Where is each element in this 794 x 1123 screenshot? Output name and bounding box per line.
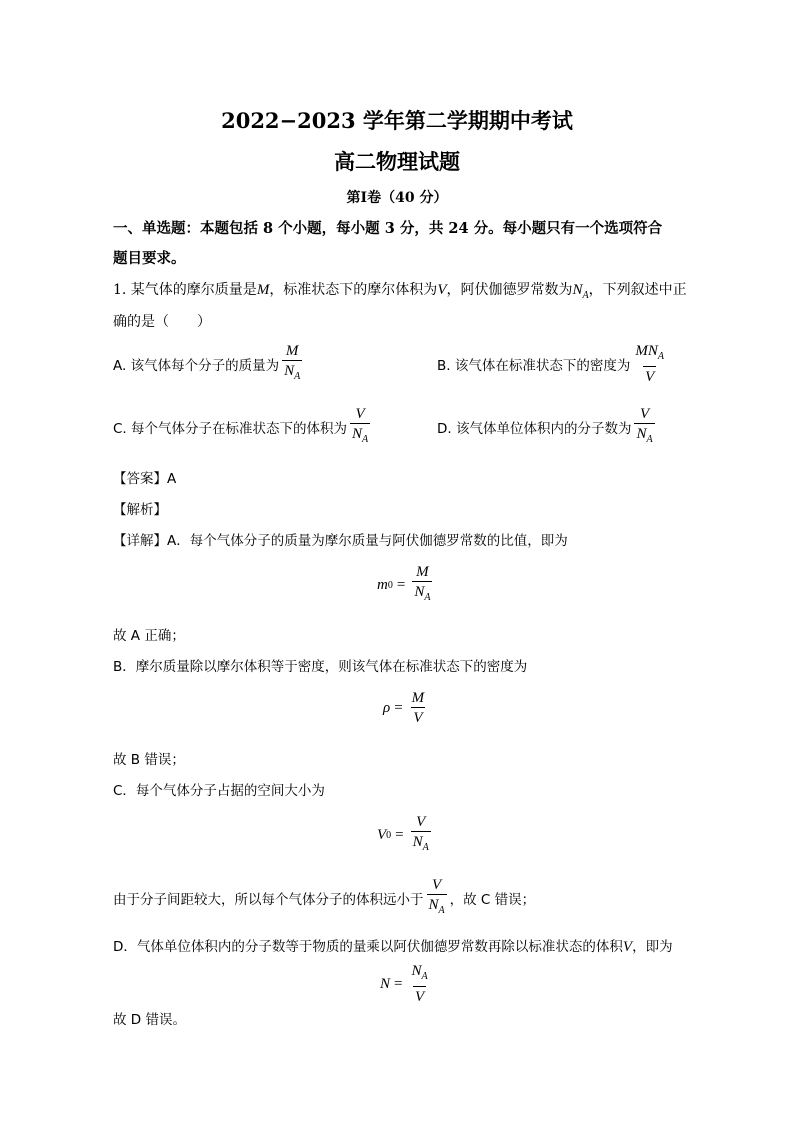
- c-reason-a: 由于分子间距较大，所以每个气体分子的体积远小于: [113, 892, 424, 908]
- stem-part-b: ，标准状态下的摩尔体积为: [269, 282, 438, 298]
- detail-d-var: V: [622, 939, 633, 955]
- equation-rho: [383, 689, 429, 727]
- option-a[interactable]: [113, 342, 305, 386]
- eq1-lhs: m: [377, 576, 388, 593]
- option-b-text: B. 该气体在标准状态下的密度为: [437, 358, 631, 374]
- equals-sign: =: [395, 826, 404, 843]
- frac-den: $N_A$: [350, 423, 370, 449]
- frac-den: $N_A$: [427, 894, 447, 920]
- c-reason-b: ，故 C 错误；: [449, 892, 536, 908]
- frac-den: $N_A$: [412, 581, 432, 607]
- detail-b: B．摩尔质量除以摩尔体积等于密度，则该气体在标准状态下的密度为: [113, 659, 528, 675]
- section-line-1: 一、单选题：本题包括 8 个小题，每小题 3 分，共 24 分。每小题只有一个选项符合: [113, 220, 663, 237]
- detail-c: C．每个气体分子占据的空间大小为: [113, 783, 325, 799]
- equation-v0: [377, 813, 434, 857]
- option-b-fraction: [633, 342, 666, 386]
- eq3-lhs: V: [377, 826, 387, 843]
- eq2-lhs: ρ: [383, 699, 391, 716]
- equals-sign: =: [396, 576, 406, 593]
- eq1-fraction: [412, 563, 432, 607]
- var-N-sub: A: [582, 289, 589, 301]
- detail-d: [113, 935, 673, 956]
- part-heading: 第Ⅰ卷（40 分）: [346, 190, 448, 206]
- detail-d-text: D．气体单位体积内的分子数等于物质的量乘以阿伏伽德罗常数再除以标准状态的体积: [113, 939, 623, 955]
- option-c[interactable]: [113, 405, 373, 449]
- eq4-lhs: N: [380, 975, 391, 992]
- analysis-heading: 【解析】: [113, 502, 167, 518]
- frac-den: $N_A$: [282, 360, 302, 386]
- eq3-lhs-sub: 0: [386, 829, 392, 841]
- c-reason-fraction: [427, 876, 447, 920]
- frac-num: V: [355, 406, 365, 422]
- option-b[interactable]: [437, 342, 669, 386]
- frac-num: V: [416, 814, 426, 830]
- frac-num: V: [431, 877, 442, 893]
- answer-line: 【答案】A: [113, 471, 177, 487]
- exam-title: 2022−2023 学年第二学期期中考试: [221, 108, 573, 133]
- option-d-fraction: [634, 405, 654, 449]
- var-M: M: [256, 282, 270, 298]
- c-reason: [113, 876, 535, 920]
- frac-den: $N_A$: [411, 831, 431, 857]
- var-N: N: [572, 282, 583, 298]
- option-c-text: C. 每个气体分子在标准状态下的体积为: [113, 421, 348, 437]
- frac-num: M: [285, 343, 299, 359]
- b-wrong: 故 B 错误；: [113, 752, 185, 768]
- section-line-2: 题目要求。: [113, 250, 186, 267]
- equals-sign: =: [394, 699, 403, 716]
- option-a-text: A. 该气体每个分子的质量为: [113, 358, 280, 374]
- detail-d-end: ，即为: [632, 939, 673, 955]
- option-d-text: D. 该气体单位体积内的分子数为: [437, 421, 632, 437]
- frac-num: M: [416, 564, 429, 580]
- frac-den: V: [413, 986, 426, 1006]
- frac-num: $MN_A$: [635, 343, 664, 362]
- eq4-fraction: [409, 962, 429, 1006]
- detail-a: 【详解】A．每个气体分子的质量为摩尔质量与阿伏伽德罗常数的比值，即为: [113, 533, 568, 549]
- stem-part-a: 1. 某气体的摩尔质量是: [113, 282, 257, 298]
- eq1-lhs-sub: 0: [387, 579, 393, 591]
- var-V: V: [437, 282, 447, 298]
- option-c-fraction: [350, 405, 370, 449]
- frac-num: $N_A$: [411, 963, 428, 982]
- question-stem-line-2: 确的是（ ）: [113, 314, 211, 330]
- option-a-fraction: [282, 342, 302, 386]
- eq3-fraction: [411, 813, 431, 857]
- stem-part-c: ，阿伏伽德罗常数为: [446, 282, 573, 298]
- equals-sign: =: [394, 975, 403, 992]
- frac-den: $N_A$: [634, 423, 654, 449]
- question-stem-line-1: [113, 279, 687, 301]
- a-correct: 故 A 正确；: [113, 628, 185, 644]
- exam-subject: 高二物理试题: [334, 149, 460, 174]
- frac-den: V: [411, 707, 424, 727]
- equation-m0: [377, 563, 435, 607]
- frac-den: V: [643, 366, 656, 386]
- frac-num: M: [411, 690, 425, 706]
- equation-n: [380, 962, 433, 1006]
- eq2-fraction: [410, 689, 427, 727]
- frac-num: V: [639, 406, 650, 422]
- option-d[interactable]: [437, 405, 658, 449]
- stem-part-d: ，下列叙述中正: [588, 282, 687, 298]
- d-wrong: 故 D 错误。: [113, 1012, 186, 1028]
